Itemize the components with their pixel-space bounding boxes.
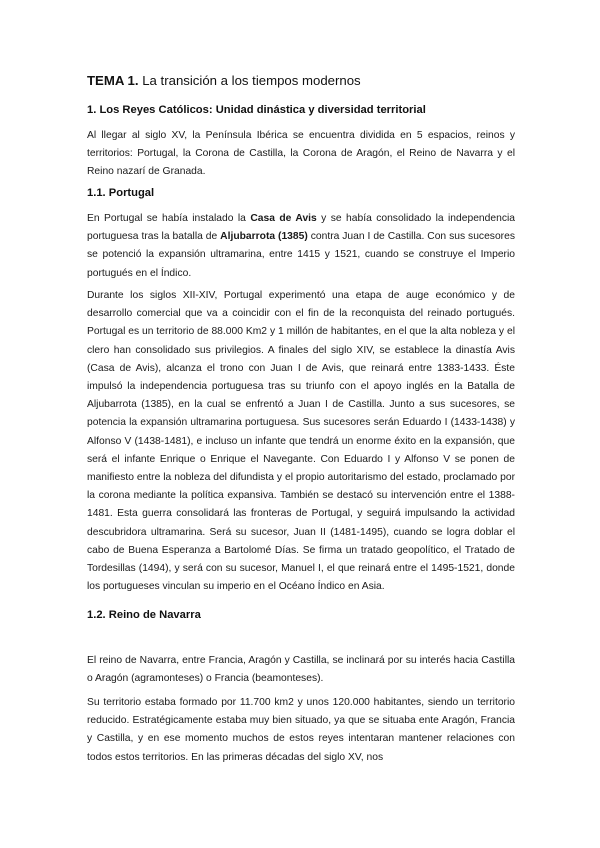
aljubarrota-bold: Aljubarrota (1385): [220, 231, 308, 243]
section-1-1-heading: 1.1. Portugal: [87, 187, 155, 199]
portugal-p1-text-2: y se había consolidado la independencia portuguesa tras la batalla de: [87, 213, 515, 243]
intro-paragraph: Al llegar al siglo XV, la Península Ibérica se encuentra dividida en 5 espacios, reinos y territorios: Portugal, la Corona de Castilla, la Corona de Aragón, el Reino de Navarra y el Reino nazarí de Granada.: [87, 130, 515, 178]
title-label: TEMA 1.: [87, 73, 139, 88]
document-title: [87, 73, 515, 88]
title-text: La transición a los tiempos modernos: [142, 73, 361, 88]
casa-de-avis-bold: Casa de Avis: [250, 213, 317, 224]
portugal-paragraph-2: Durante los siglos XII-XIV, Portugal experimentó una etapa de auge económico y de desarrollo comercial que va a coincidir con el fin de la reconquista del reinado portugués. Portugal es un territorio de 88.000 Km2 y 1 millón de habitantes, en el que la alta nobleza y el clero han consolidado sus privilegios. A finales del siglo XIV, se establece la dinastía Avis (Casa de Avis), alcanza el trono con Juan I de Avis, que reinará entre 1383-1433. Éste impulsó la independencia portuguesa tras su triunfo con el apoyo inglés en la Batalla de Aljubarrota (1385), en la cual se enfrentó a Juan I de Castilla. Junto a sus sucesores, se potencia la expansión ultramarina portuguesa. Sus sucesores serán Eduardo I (1433-1438) y Alfonso V (1438-1481), e incluso un infante que tendrá un enorme éxito en la expansión, que será el infante Enrique o Enrique el Navegante. Con Eduardo I y Alfonso V se ponen de manifiesto entre la nobleza del difundista y el propio autoritarismo del estado, proclamado por la corona mediante la política expansiva. También se destacó su intervención entre el 1388-1481. Esta guerra consolidará las fronteras de Portugal, y seguirá impulsando la actividad descubridora ultramarina. Será su sucesor, Juan II (1481-1495), cuando se logra doblar el cabo de Buena Esperanza a Bartolomé Días. Se firma un tratado geopolítico, el Tratado de Tordesillas (1494), y será con su sucesor, Manuel I, el que reinará entre el 1495-1521, donde los portugueses vinculan su imperio en el Océano Índico en Asia.: [87, 290, 515, 593]
portugal-paragraph-1: [87, 210, 515, 283]
section-1-heading: 1. Los Reyes Católicos: Unidad dinástica y diversidad territorial: [87, 104, 426, 116]
navarra-paragraph-1: El reino de Navarra, entre Francia, Aragón y Castilla, se inclinará por su interés hacia Castilla o Aragón (agramonteses) o Francia (beamonteses).: [87, 655, 515, 685]
section-1-2-heading: 1.2. Reino de Navarra: [87, 609, 201, 621]
portugal-p1-text-1: En Portugal se había instalado la: [87, 213, 251, 224]
navarra-paragraph-2: Su territorio estaba formado por 11.700 km2 y unos 120.000 habitantes, siendo un territorio reducido. Estratégicamente estaba muy bien situado, ya que se situaba ente Aragón, Francia y Castilla, y en ese momento muchos de estos reyes intentaran mantener relaciones con todos estos territorios. En las primeras décadas del siglo XV, nos: [87, 697, 515, 763]
portugal-p1-text-3: contra Juan I de Castilla. Con sus sucesores se potenció la expansión ultramarina, entre 1415 y 1521, cuando se construye el Imperio portugués en el Índico.: [87, 231, 515, 279]
